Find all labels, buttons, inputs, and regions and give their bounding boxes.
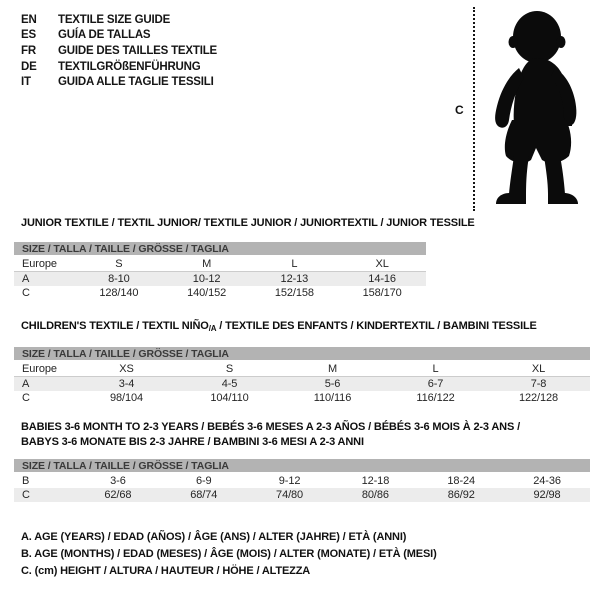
title-text: BABIES 3-6 MONTH TO 2-3 YEARS / BEBÉS 3-6 MESES A 2-3 AÑOS / BÉBÉS 3-6 MOIS À 2-3 ANS / — [21, 421, 520, 433]
language-row — [21, 74, 217, 90]
language-label: TEXTILE SIZE GUIDE — [58, 13, 171, 26]
row-label: A — [22, 378, 30, 390]
table-cell: 18-24 — [447, 475, 476, 487]
table-cell: 9-12 — [278, 475, 301, 487]
legend-footnotes — [21, 529, 437, 580]
table-cell: 74/80 — [276, 489, 304, 501]
language-row — [21, 28, 217, 44]
table-cell: 86/92 — [447, 489, 475, 501]
row-label: C — [22, 287, 30, 299]
language-code: EN — [21, 13, 37, 26]
row-label: A — [22, 273, 30, 285]
language-row — [21, 59, 217, 75]
language-code: ES — [21, 29, 36, 42]
table-row — [14, 377, 590, 391]
language-guide-list — [21, 12, 217, 90]
section-title-line — [21, 435, 520, 450]
size-header-band: SIZE / TALLA / TAILLE / GRÖSSE / TAGLIA — [14, 242, 426, 255]
language-code: DE — [21, 60, 37, 73]
table-cell: XL — [531, 363, 546, 375]
table-cell: 24-36 — [533, 475, 561, 487]
row-label: B — [22, 475, 30, 487]
language-row — [21, 12, 217, 28]
table-cell: 98/104 — [109, 392, 144, 404]
table-cell: 10-12 — [192, 273, 221, 285]
table-row — [14, 488, 590, 502]
table-cell: 5-6 — [324, 378, 341, 390]
table-row — [14, 391, 590, 405]
table-cell: 7-8 — [530, 378, 547, 390]
row-label: C — [22, 392, 30, 404]
table-cell: 3-4 — [118, 378, 135, 390]
footnote-line: A. AGE (YEARS) / EDAD (AÑOS) / ÂGE (ANS) / ALTER (JAHRE) / ETÀ (ANNI) — [21, 531, 407, 543]
table-cell: 14-16 — [368, 273, 396, 285]
table-cell: 152/158 — [274, 287, 314, 299]
language-code: IT — [21, 76, 31, 89]
table-cell: S — [115, 258, 123, 270]
title-text: JUNIOR TEXTILE / TEXTIL JUNIOR/ TEXTILE JUNIOR / JUNIORTEXTIL / JUNIOR TESSILE — [21, 217, 475, 229]
language-label: GUIDE DES TAILLES TEXTILE — [58, 44, 217, 57]
table-cell: 12-13 — [280, 273, 309, 285]
table-cell: 12-18 — [361, 475, 390, 487]
size-header-band: SIZE / TALLA / TAILLE / GRÖSSE / TAGLIA — [14, 347, 590, 360]
table-cell: 122/128 — [518, 392, 559, 404]
footnote-line: B. AGE (MONTHS) / EDAD (MESES) / ÂGE (MOIS) / ALTER (MONATE) / ETÀ (MESI) — [21, 548, 437, 560]
table-cell: 92/98 — [533, 489, 561, 501]
table-row — [14, 286, 426, 300]
table-row — [14, 474, 590, 488]
footnote-line: C. (cm) HEIGHT / ALTURA / HAUTEUR / HÖHE / ALTEZZA — [21, 565, 311, 577]
table-cell: XL — [375, 258, 389, 270]
table-row — [14, 272, 426, 286]
table-cell: 140/152 — [187, 287, 227, 299]
language-label: GUIDA ALLE TAGLIE TESSILI — [58, 76, 214, 89]
table-cell: 128/140 — [99, 287, 139, 299]
table-cell: 68/74 — [190, 489, 218, 501]
table-cell: M — [327, 363, 338, 375]
section-title-junior-textile — [21, 216, 475, 231]
table-cell: 4-5 — [221, 378, 238, 390]
language-row — [21, 43, 217, 59]
title-text: BABYS 3-6 MONATE BIS 2-3 JAHRE / BAMBINI 3-6 MESI A 2-3 ANNI — [21, 436, 364, 448]
table-cell: 62/68 — [104, 489, 132, 501]
table-cell: 104/110 — [210, 392, 249, 404]
language-label: GUÍA DE TALLAS — [58, 29, 151, 42]
height-marker-label: C — [455, 103, 464, 117]
table-cell: L — [291, 258, 298, 270]
table-cell: 3-6 — [110, 475, 126, 487]
section-title-line — [21, 319, 537, 336]
table-cell: 6-9 — [195, 475, 212, 487]
table-cell: XS — [119, 363, 134, 375]
table-cell: 116/122 — [416, 392, 455, 404]
table-cell: 8-10 — [108, 273, 130, 285]
title-subscript: /A — [208, 324, 217, 333]
section-title-childrens-textile — [21, 319, 537, 336]
row-label: Europe — [22, 363, 57, 375]
title-text: CHILDREN'S TEXTILE / TEXTIL NIÑO — [21, 320, 209, 332]
size-header-band: SIZE / TALLA / TAILLE / GRÖSSE / TAGLIA — [14, 459, 590, 472]
title-text: / TEXTILE DES ENFANTS / KINDERTEXTIL / BAMBINI TESSILE — [216, 320, 537, 332]
row-label: C — [22, 489, 30, 501]
junior-size-table — [14, 242, 426, 300]
row-label: Europe — [22, 258, 57, 270]
table-cell: 80/86 — [361, 489, 389, 501]
childrens-size-table — [14, 347, 590, 405]
section-title-babies-textile — [21, 420, 520, 450]
section-title-line — [21, 216, 475, 231]
table-row — [14, 362, 590, 377]
section-title-line — [21, 420, 520, 435]
babies-size-table — [14, 459, 590, 502]
table-cell: S — [225, 363, 234, 375]
height-dotted-line — [473, 7, 475, 211]
table-row — [14, 257, 426, 272]
table-cell: M — [202, 258, 212, 270]
language-label: TEXTILGRÖßENFÜHRUNG — [58, 60, 201, 73]
toddler-silhouette-icon — [484, 8, 592, 208]
table-cell: 158/170 — [362, 287, 402, 299]
table-cell: L — [432, 363, 439, 375]
table-cell: 110/116 — [313, 392, 352, 404]
table-cell: 6-7 — [427, 378, 444, 390]
language-code: FR — [21, 44, 36, 57]
